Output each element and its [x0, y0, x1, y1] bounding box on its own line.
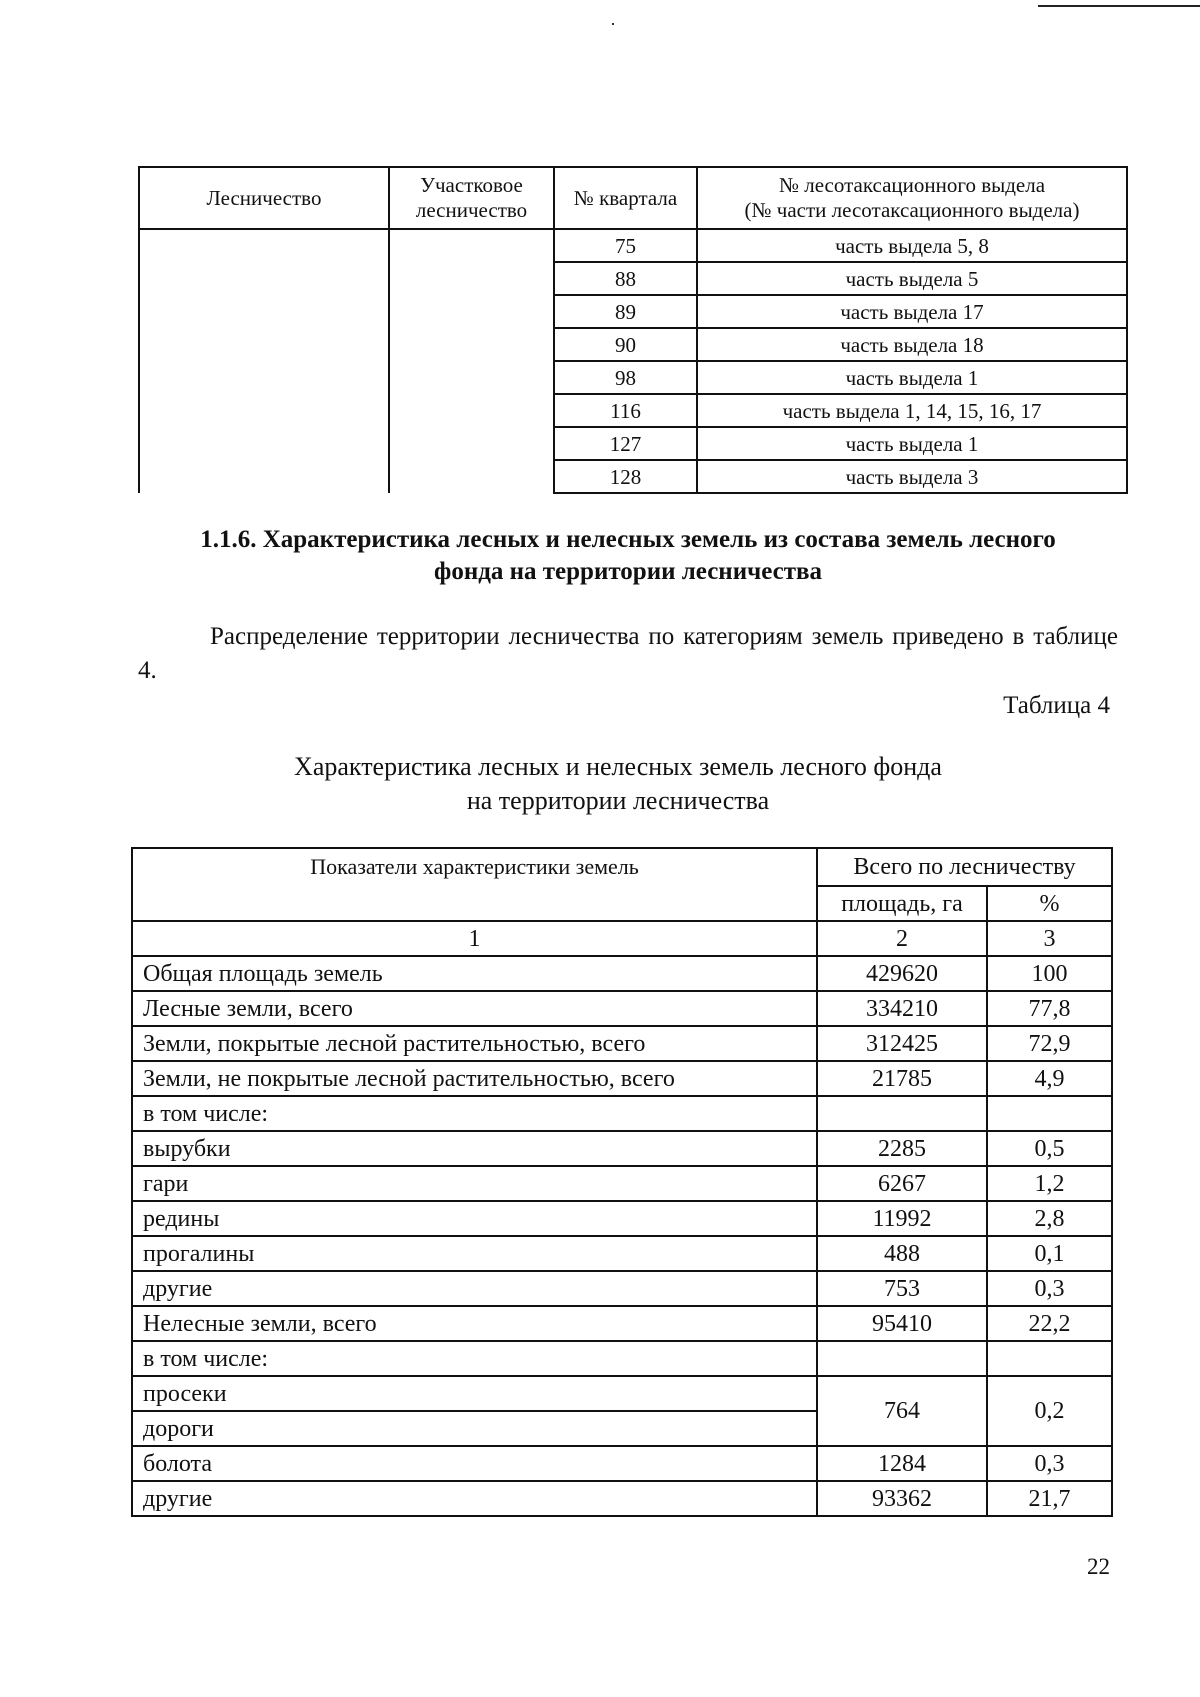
corner-rule	[1038, 5, 1200, 7]
row-label: дороги	[132, 1411, 817, 1446]
district-forestry-cell	[389, 229, 554, 493]
row-label: редины	[132, 1201, 817, 1236]
row-area	[817, 1341, 987, 1376]
quarter-cell: 75	[554, 229, 697, 262]
row-area: 753	[817, 1271, 987, 1306]
row-area: 312425	[817, 1026, 987, 1061]
forest-plots-table	[138, 166, 1128, 494]
row-percent-merged: 0,2	[987, 1376, 1112, 1446]
row-label: гари	[132, 1166, 817, 1201]
column-number-2: 2	[817, 921, 987, 956]
section-heading-line2: фонда на территории лесничества	[434, 558, 822, 585]
table-row	[132, 1446, 1112, 1481]
table-caption-line1: Характеристика лесных и нелесных земель лесного фонда	[294, 752, 942, 781]
table-row	[132, 1341, 1112, 1376]
plot-cell: часть выдела 3	[697, 460, 1127, 493]
row-area-merged: 764	[817, 1376, 987, 1446]
header-district-forestry: Участковое лесничество	[389, 167, 554, 229]
row-percent	[987, 1096, 1112, 1131]
section-heading	[138, 524, 1118, 588]
row-label: другие	[132, 1481, 817, 1516]
header-indicators: Показатели характеристики земель	[132, 848, 817, 921]
land-characteristics-table	[131, 847, 1113, 1517]
row-percent: 21,7	[987, 1481, 1112, 1516]
row-percent: 1,2	[987, 1166, 1112, 1201]
table-row	[132, 1271, 1112, 1306]
row-label: Земли, покрытые лесной растительностью, всего	[132, 1026, 817, 1061]
row-area: 488	[817, 1236, 987, 1271]
header-plot-no-line1: № лесотаксационного выдела	[778, 173, 1046, 197]
table-row	[132, 1096, 1112, 1131]
row-label: другие	[132, 1271, 817, 1306]
plot-cell: часть выдела 1	[697, 361, 1127, 394]
table-caption-line2: на территории лесничества	[466, 786, 770, 815]
plot-cell: часть выдела 5, 8	[697, 229, 1127, 262]
row-area: 11992	[817, 1201, 987, 1236]
row-percent	[987, 1341, 1112, 1376]
table-row-merged	[132, 1376, 1112, 1411]
table-row	[132, 956, 1112, 991]
header-plot-no-line2: (№ части лесотаксационного выдела)	[744, 198, 1080, 222]
header-percent: %	[987, 886, 1112, 921]
row-area: 334210	[817, 991, 987, 1026]
header-area: площадь, га	[817, 886, 987, 921]
row-percent: 0,1	[987, 1236, 1112, 1271]
scan-speck	[612, 23, 614, 25]
table-row	[132, 991, 1112, 1026]
row-label: Общая площадь земель	[132, 956, 817, 991]
section-heading-line1: 1.1.6. Характеристика лесных и нелесных земель из состава земель лесного	[200, 526, 1056, 553]
row-percent: 0,5	[987, 1131, 1112, 1166]
quarter-cell: 89	[554, 295, 697, 328]
row-area: 21785	[817, 1061, 987, 1096]
quarter-cell: 98	[554, 361, 697, 394]
table-row	[132, 1026, 1112, 1061]
row-percent: 4,9	[987, 1061, 1112, 1096]
table-row	[132, 1131, 1112, 1166]
plot-cell: часть выдела 5	[697, 262, 1127, 295]
row-percent: 72,9	[987, 1026, 1112, 1061]
table-row	[132, 1481, 1112, 1516]
row-area: 1284	[817, 1446, 987, 1481]
table-header-row	[132, 848, 1112, 886]
row-label: вырубки	[132, 1131, 817, 1166]
row-area: 93362	[817, 1481, 987, 1516]
quarter-cell: 88	[554, 262, 697, 295]
column-number-row	[132, 921, 1112, 956]
table-row	[132, 1061, 1112, 1096]
header-total-by-forestry: Всего по лесничеству	[817, 848, 1112, 886]
row-area: 2285	[817, 1131, 987, 1166]
row-label: Лесные земли, всего	[132, 991, 817, 1026]
header-plot-no	[697, 167, 1127, 229]
plot-cell: часть выдела 18	[697, 328, 1127, 361]
row-area	[817, 1096, 987, 1131]
row-label: в том числе:	[132, 1341, 817, 1376]
row-percent: 0,3	[987, 1446, 1112, 1481]
row-percent: 2,8	[987, 1201, 1112, 1236]
row-label: просеки	[132, 1376, 817, 1411]
plot-cell: часть выдела 1, 14, 15, 16, 17	[697, 394, 1127, 427]
table-row	[132, 1306, 1112, 1341]
table-row	[132, 1166, 1112, 1201]
row-area: 429620	[817, 956, 987, 991]
row-label: прогалины	[132, 1236, 817, 1271]
plot-cell: часть выдела 17	[697, 295, 1127, 328]
quarter-cell: 116	[554, 394, 697, 427]
row-area: 6267	[817, 1166, 987, 1201]
table-row	[132, 1236, 1112, 1271]
row-label: в том числе:	[132, 1096, 817, 1131]
row-area: 95410	[817, 1306, 987, 1341]
row-percent: 22,2	[987, 1306, 1112, 1341]
header-quarter-no: № квартала	[554, 167, 697, 229]
plot-cell: часть выдела 1	[697, 427, 1127, 460]
forestry-cell	[139, 229, 389, 493]
quarter-cell: 128	[554, 460, 697, 493]
row-percent: 0,3	[987, 1271, 1112, 1306]
column-number-1: 1	[132, 921, 817, 956]
header-forestry: Лесничество	[139, 167, 389, 229]
table-caption	[238, 750, 998, 818]
table-number-label: Таблица 4	[1003, 692, 1110, 719]
table-header-row	[139, 167, 1127, 229]
row-percent: 100	[987, 956, 1112, 991]
table-row	[132, 1201, 1112, 1236]
row-label: Земли, не покрытые лесной растительностью, всего	[132, 1061, 817, 1096]
column-number-3: 3	[987, 921, 1112, 956]
row-label: болота	[132, 1446, 817, 1481]
row-percent: 77,8	[987, 991, 1112, 1026]
body-paragraph: Распределение территории лесничества по категориям земель приведено в таблице 4.	[138, 623, 1118, 684]
quarter-cell: 90	[554, 328, 697, 361]
row-label: Нелесные земли, всего	[132, 1306, 817, 1341]
table-row	[139, 229, 1127, 262]
page-number: 22	[1087, 1554, 1110, 1579]
quarter-cell: 127	[554, 427, 697, 460]
